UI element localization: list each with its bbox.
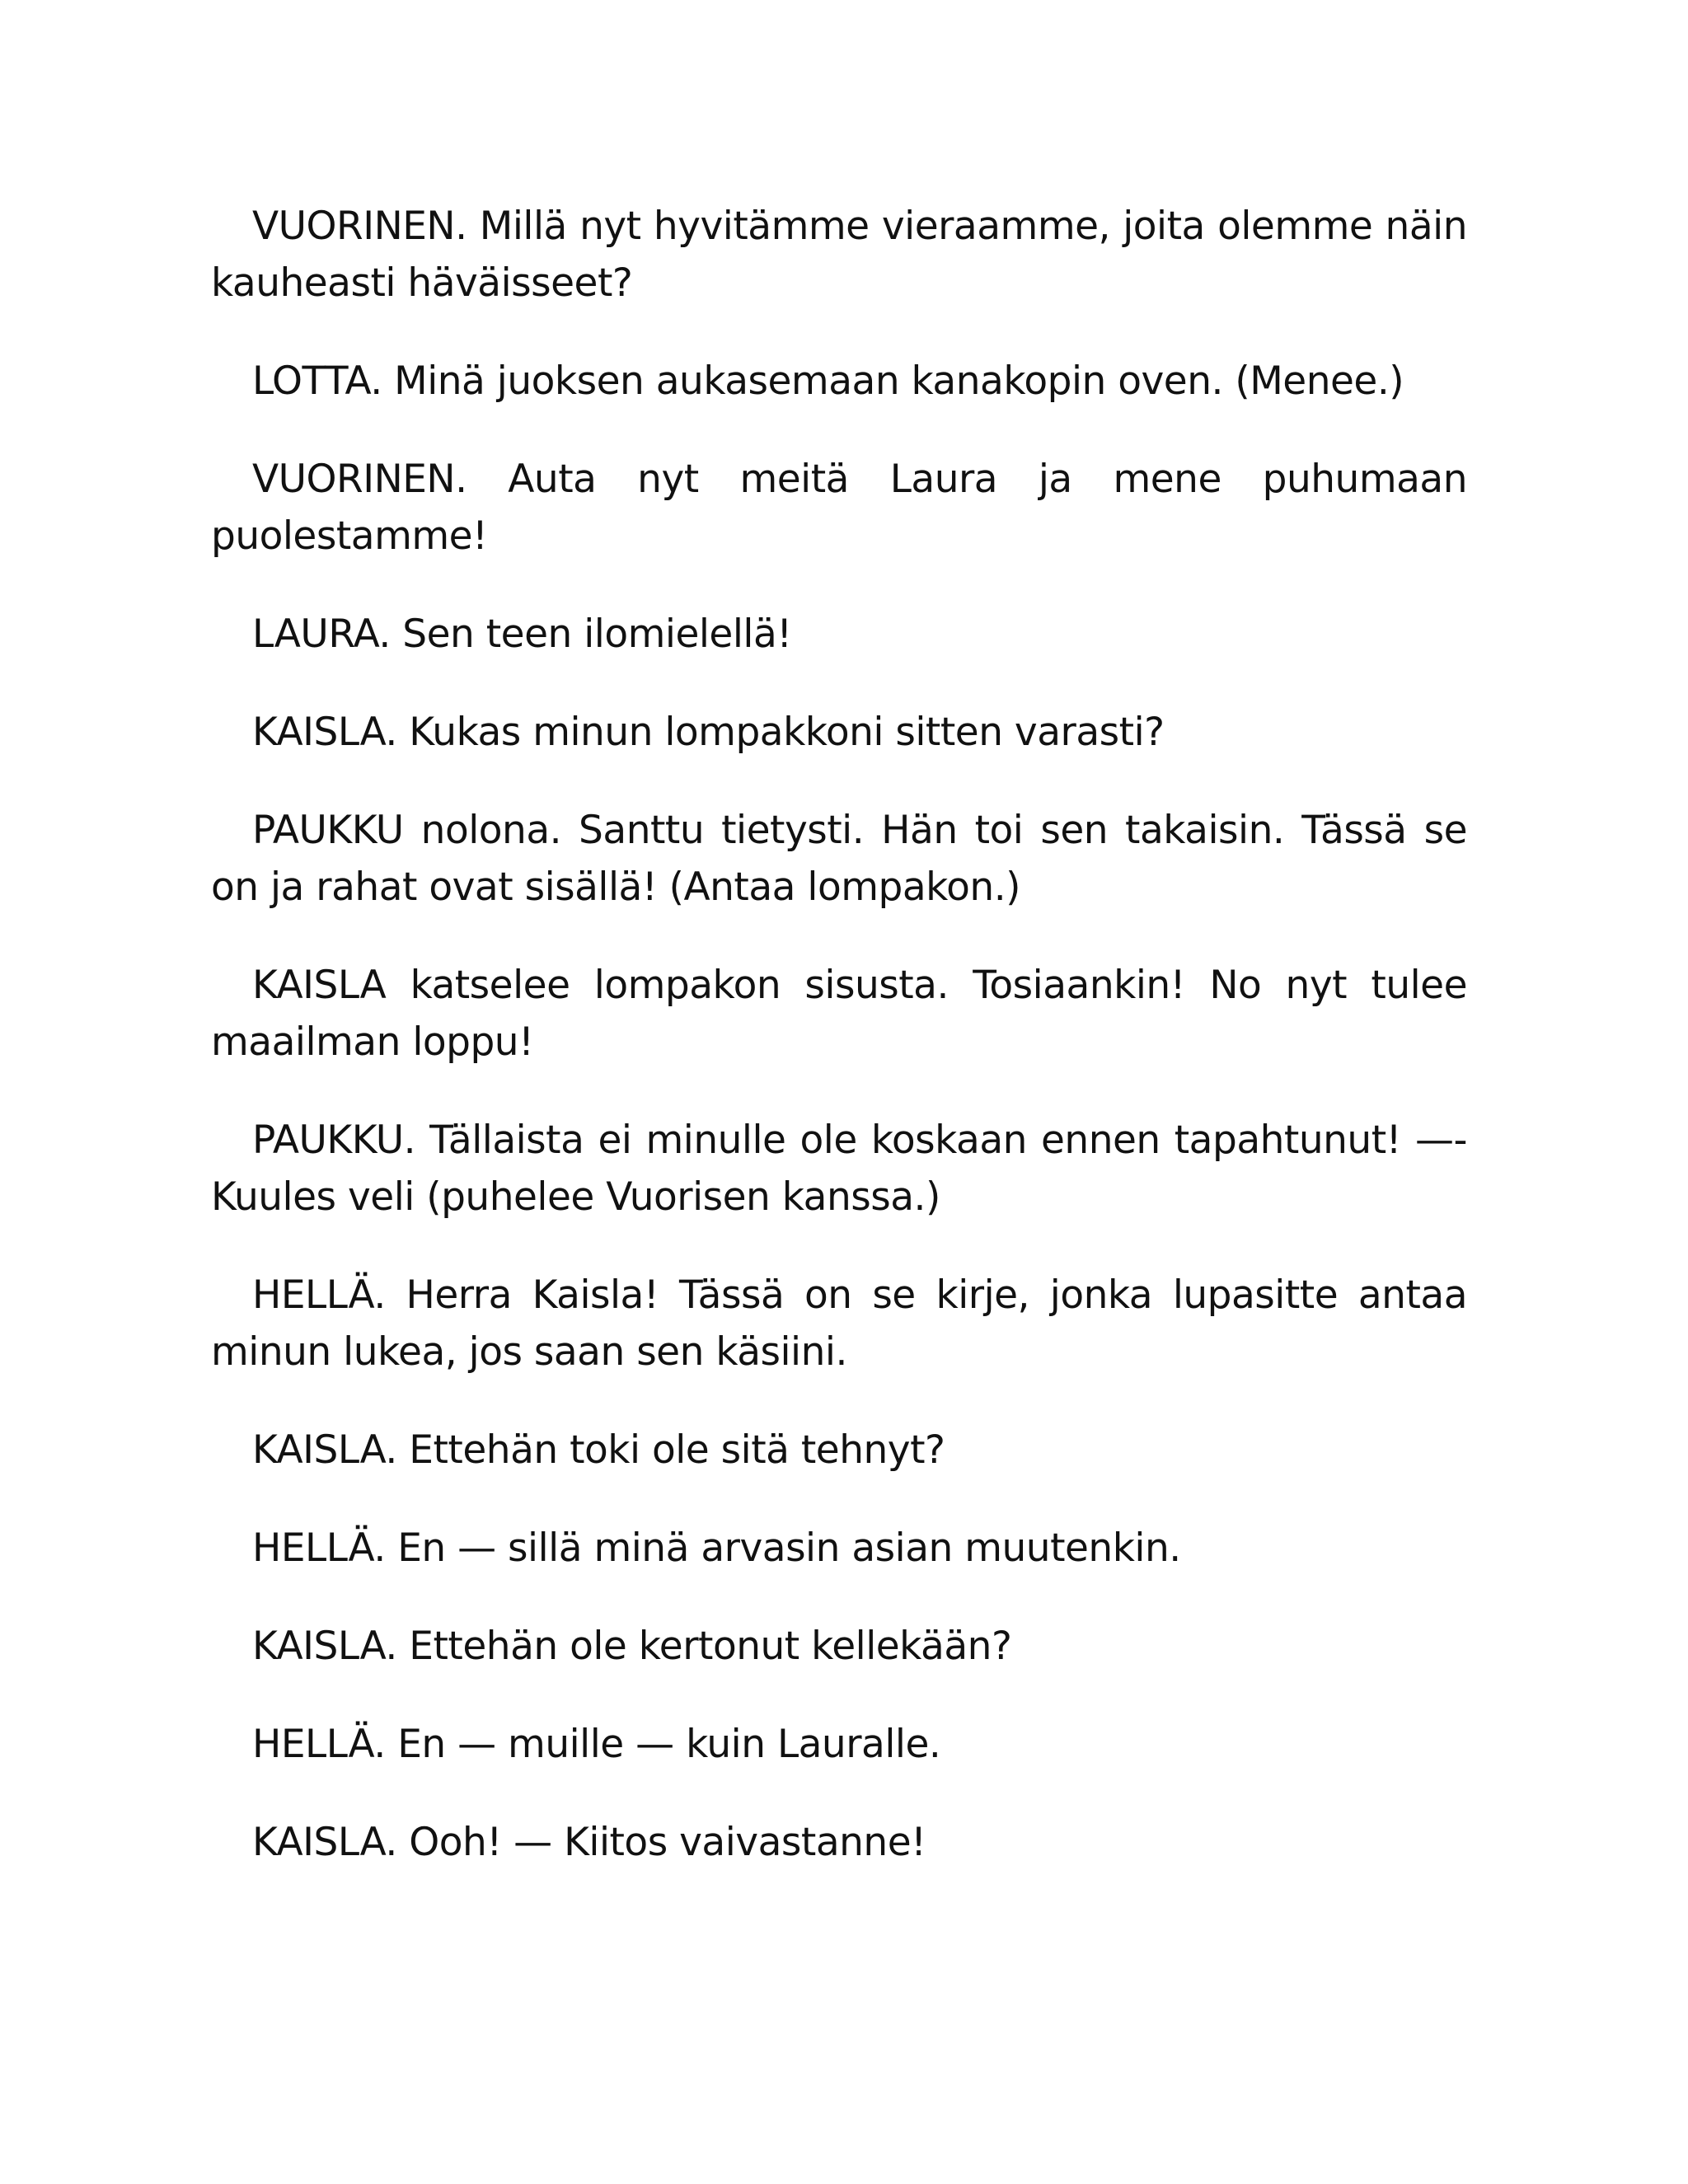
dialogue-paragraph: LOTTA. Minä juoksen aukasemaan kanakopin oven. (Menee.) — [252, 359, 1404, 404]
dialogue-paragraph: KAISLA. Ettehän toki ole sitä tehnyt? — [252, 1427, 945, 1473]
dialogue-paragraph: KAISLA. Ooh! — Kiitos vaivastanne! — [252, 1820, 926, 1865]
dialogue-paragraph: PAUKKU. Tällaista ei minulle ole koskaan ennen tapahtunut! —- Kuules veli (puhelee Vuorisen kanssa.) — [211, 1118, 1467, 1220]
dialogue-paragraph: VUORINEN. Millä nyt hyvitämme vieraamme, joita olemme näin kauheasti häväisseet? — [211, 204, 1467, 306]
dialogue-paragraph: PAUKKU nolona. Santtu tietysti. Hän toi sen takaisin. Tässä se on ja rahat ovat sisällä! (Antaa lompakon.) — [211, 808, 1467, 910]
dialogue-paragraph: LAURA. Sen teen ilomielellä! — [252, 612, 792, 657]
document-page — [211, 198, 1467, 1912]
dialogue-paragraph: KAISLA. Ettehän ole kertonut kellekään? — [252, 1624, 1012, 1669]
dialogue-paragraph: HELLÄ. En — sillä minä arvasin asian muutenkin. — [252, 1526, 1181, 1571]
dialogue-paragraph: KAISLA. Kukas minun lompakkoni sitten varasti? — [252, 710, 1165, 755]
dialogue-paragraph: VUORINEN. Auta nyt meitä Laura ja mene puhumaan puolestamme! — [211, 457, 1467, 559]
dialogue-paragraph: HELLÄ. Herra Kaisla! Tässä on se kirje, jonka lupasitte antaa minun lukea, jos saan sen käsiini. — [211, 1272, 1467, 1375]
dialogue-paragraph: KAISLA katselee lompakon sisusta. Tosiaankin! No nyt tulee maailman loppu! — [211, 963, 1467, 1065]
dialogue-paragraph: HELLÄ. En — muille — kuin Lauralle. — [252, 1722, 941, 1767]
